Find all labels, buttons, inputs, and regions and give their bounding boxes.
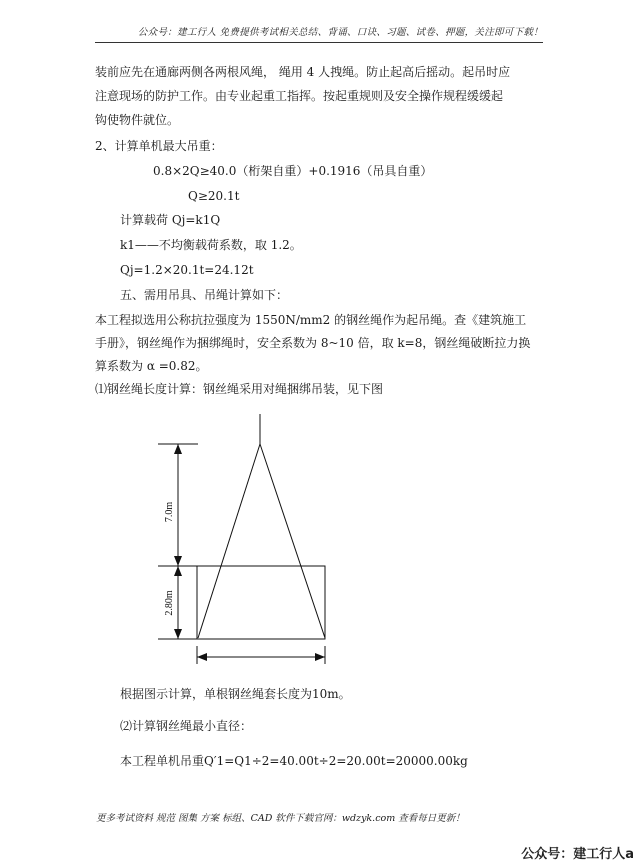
formula: 本工程单机吊重Q′1=Q1÷2=40.00t÷2=20.00t=20000.00kg xyxy=(120,754,468,768)
paragraph-line: 手册》，钢丝绳作为捆绑绳时，安全系数为 8~10 倍，取 k=8，钢丝绳破断拉力换 xyxy=(95,336,531,350)
page-footer: 更多考试资料 规范 图集 方案 标组、CAD 软件下载官网：wdzyk.com 查看每日更新！ xyxy=(96,813,465,824)
paragraph-line: 钩使物件就位。 xyxy=(95,113,180,127)
sling-left xyxy=(198,444,260,638)
page-header: 公众号：建工行人 免费提供考试相关总结、背诵、口诀、习题、试卷、押题，关注即可下载！ xyxy=(95,24,543,43)
section-heading: 五、需用吊具、吊绳计算如下： xyxy=(120,288,289,302)
section-heading: ⑴钢丝绳长度计算：钢丝绳采用对绳捆绑吊装，见下图 xyxy=(95,382,384,396)
formula: 计算载荷 Qj=k1Q xyxy=(120,213,221,227)
paragraph-line: 本工程拟选用公称抗拉强度为 1550N/mm2 的钢丝绳作为起吊绳。查《建筑施工 xyxy=(95,313,527,327)
formula: 0.8×2Q≥40.0（桁架自重）+0.1916（吊具自重） xyxy=(153,164,433,178)
result-text: 根据图示计算，单根钢丝绳套长度为10m。 xyxy=(120,687,351,701)
paragraph-line: 算系数为 α =0.82。 xyxy=(95,359,208,373)
section-heading: 2、计算单机最大吊重： xyxy=(95,139,223,153)
formula: Qj=1.2×20.1t=24.12t xyxy=(120,263,254,277)
paragraph-line: 装前应先在通廊两侧各两根风绳， 绳用 4 人拽绳。防止起高后摇动。起吊时应 xyxy=(95,65,511,79)
section-heading: ⑵计算钢丝绳最小直径： xyxy=(120,719,253,733)
paragraph-line: 注意现场的防护工作。由专业起重工指挥。按起重规则及安全操作规程缓缓起 xyxy=(95,89,504,103)
formula: Q≥20.1t xyxy=(188,189,240,203)
load-box xyxy=(197,566,325,639)
label-lower: 2.80m xyxy=(164,590,175,616)
definition: k1——不均衡载荷系数，取 1.2。 xyxy=(120,238,302,252)
label-upper: 7.0m xyxy=(164,501,175,523)
watermark: 公众号：建工行人a xyxy=(521,847,634,862)
sling-right xyxy=(260,444,325,638)
